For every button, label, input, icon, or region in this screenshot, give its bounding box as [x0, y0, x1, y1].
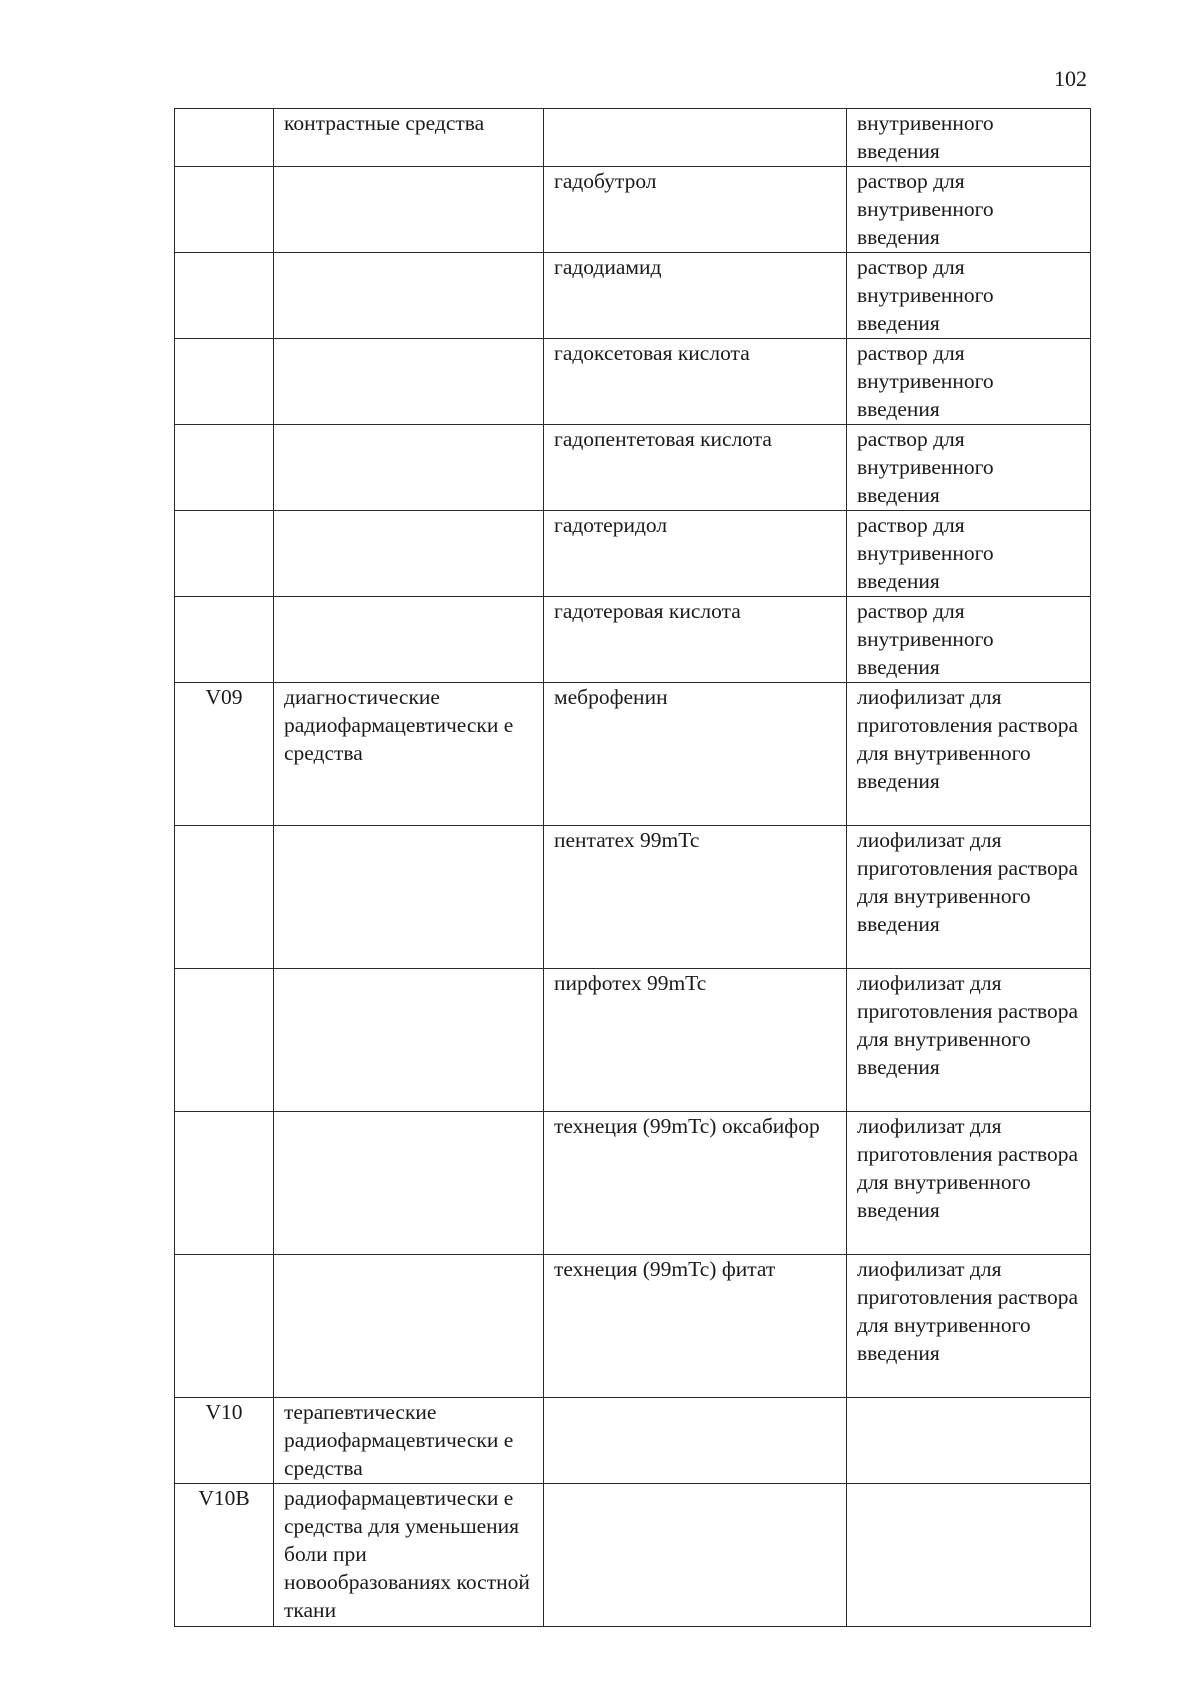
group-cell: терапевтические радиофармацевтически е средства [274, 1398, 544, 1484]
group-cell [274, 425, 544, 511]
dosage-form-cell [847, 1398, 1091, 1484]
dosage-form-cell: лиофилизат для приготовления раствора для внутривенного введения [847, 969, 1091, 1112]
group-cell: радиофармацевтически е средства для уменьшения боли при новообразованиях костной ткани [274, 1484, 544, 1627]
table-row [175, 167, 1091, 253]
group-cell [274, 597, 544, 683]
drug-name-cell: технеция (99mTc) фитат [544, 1255, 847, 1398]
drug-name-cell [544, 109, 847, 167]
dosage-form-cell: раствор для внутривенного введения [847, 253, 1091, 339]
atc-code-cell [175, 969, 274, 1112]
drug-name-cell: гадобутрол [544, 167, 847, 253]
dosage-form-cell: раствор для внутривенного введения [847, 597, 1091, 683]
dosage-form-cell: раствор для внутривенного введения [847, 339, 1091, 425]
group-cell [274, 339, 544, 425]
atc-code-cell [175, 109, 274, 167]
table-row [175, 109, 1091, 167]
page-number: 102 [1054, 66, 1087, 91]
group-cell [274, 511, 544, 597]
atc-code-cell [175, 167, 274, 253]
group-cell [274, 167, 544, 253]
table-row [175, 339, 1091, 425]
drug-name-cell: гадотеридол [544, 511, 847, 597]
atc-code-cell [175, 826, 274, 969]
atc-code-cell [175, 425, 274, 511]
atc-code-cell [175, 339, 274, 425]
drug-name-cell: гадоксетовая кислота [544, 339, 847, 425]
table-row [175, 1255, 1091, 1398]
table-row [175, 1112, 1091, 1255]
dosage-form-cell: раствор для внутривенного введения [847, 167, 1091, 253]
group-cell: контрастные средства [274, 109, 544, 167]
drug-name-cell: гадодиамид [544, 253, 847, 339]
table-row [175, 597, 1091, 683]
table-row [175, 1398, 1091, 1484]
table-row [175, 683, 1091, 826]
drug-table [174, 108, 1091, 1627]
drug-name-cell: технеция (99mTc) оксабифор [544, 1112, 847, 1255]
drug-name-cell: гадотеровая кислота [544, 597, 847, 683]
table-row [175, 826, 1091, 969]
group-cell [274, 1112, 544, 1255]
atc-code-cell: V10 [175, 1398, 274, 1484]
dosage-form-cell: раствор для внутривенного введения [847, 425, 1091, 511]
atc-code-cell [175, 1255, 274, 1398]
atc-code-cell [175, 253, 274, 339]
dosage-form-cell: лиофилизат для приготовления раствора для внутривенного введения [847, 1112, 1091, 1255]
table-row [175, 969, 1091, 1112]
dosage-form-cell: лиофилизат для приготовления раствора для внутривенного введения [847, 683, 1091, 826]
table-row [175, 1484, 1091, 1627]
drug-name-cell [544, 1398, 847, 1484]
atc-code-cell [175, 1112, 274, 1255]
group-cell [274, 969, 544, 1112]
group-cell [274, 1255, 544, 1398]
atc-code-cell: V09 [175, 683, 274, 826]
group-cell: диагностические радиофармацевтически е средства [274, 683, 544, 826]
group-cell [274, 253, 544, 339]
table-row [175, 253, 1091, 339]
drug-name-cell: гадопентетовая кислота [544, 425, 847, 511]
table-row [175, 425, 1091, 511]
drug-name-cell [544, 1484, 847, 1627]
atc-code-cell [175, 511, 274, 597]
drug-name-cell: меброфенин [544, 683, 847, 826]
dosage-form-cell: раствор для внутривенного введения [847, 511, 1091, 597]
atc-code-cell [175, 597, 274, 683]
dosage-form-cell: лиофилизат для приготовления раствора для внутривенного введения [847, 1255, 1091, 1398]
table-row [175, 511, 1091, 597]
dosage-form-cell [847, 1484, 1091, 1627]
dosage-form-cell: лиофилизат для приготовления раствора для внутривенного введения [847, 826, 1091, 969]
drug-name-cell: пирфотех 99mTc [544, 969, 847, 1112]
group-cell [274, 826, 544, 969]
atc-code-cell: V10B [175, 1484, 274, 1627]
dosage-form-cell: внутривенного введения [847, 109, 1091, 167]
drug-name-cell: пентатех 99mTc [544, 826, 847, 969]
